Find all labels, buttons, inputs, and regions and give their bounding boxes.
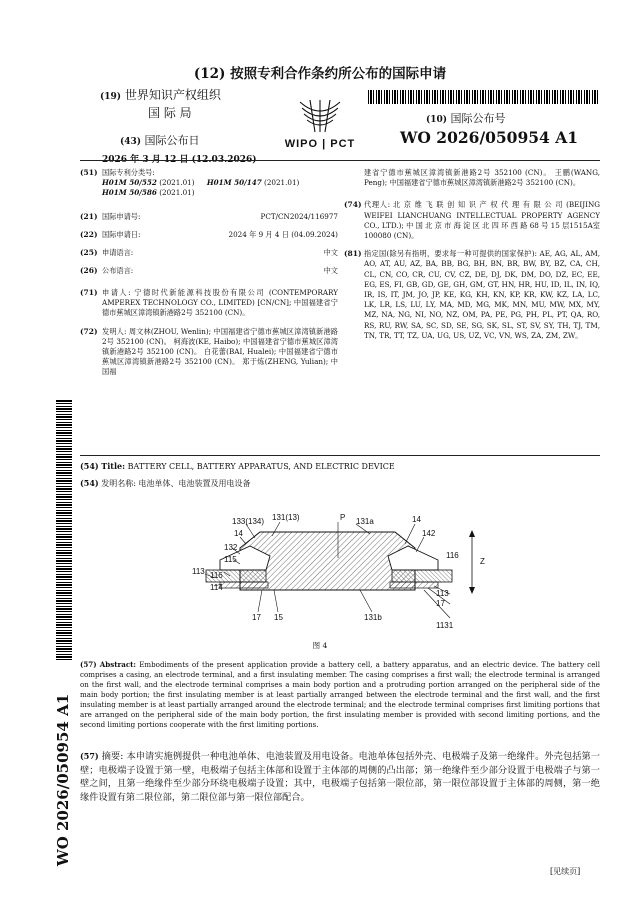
label-142: 142 xyxy=(422,529,436,538)
label-116-left: 116 xyxy=(210,571,223,580)
abstract-zh-text: 本申请实施例提供一种电池单体、电池装置及用电设备。电池单体包括外壳、电极端子及第一绝缘件。外壳包括第一壁；电极端子设置于第一壁，电极端子包括主体部和设置于主体部的周侧的凸出部；第一绝缘件至少部分设置于电极端子与第一壁之间，且第一绝缘件至少部分环绕电极端子设置；其中，电极端子包括第一限位部，第一限位部设置于主体部的周侧，第一绝缘件设置有第二限位部，第二限位部与第一限位部配合。 xyxy=(80,751,601,803)
ipc-code: (51) xyxy=(80,168,98,177)
title-zh-value: 电池单体、电池装置及用电设备 xyxy=(138,479,251,488)
org-bureau: 国 际 局 xyxy=(148,106,192,120)
continued-on-next-page: [见续页] xyxy=(550,867,581,876)
pubdate-code: (43) xyxy=(120,137,142,147)
label-113-right: 113 xyxy=(436,589,449,598)
top-barcode xyxy=(368,90,598,104)
inventors-text: 发明人: 周文林(ZHOU, Wenlin); 中国福建省宁德市蕉城区漳湾镇新港路2号 352100 (CN)。 柯海波(KE, Haibo); 中国福建省宁德市蕉城区漳湾镇新港路2号 352100 (CN)。 白花蕾(BAI, Hualei); 中国福建省宁德市蕉城区漳湾镇新港路2号 352100 (CN)。 郑于炼(ZHENG, Yulian); 中国福 xyxy=(102,326,338,377)
ipc-field xyxy=(80,168,338,206)
title-en-value: BATTERY CELL, BATTERY APPARATUS, AND ELECTRIC DEVICE xyxy=(127,462,395,471)
side-barcode xyxy=(56,400,72,660)
label-113-left: 113 xyxy=(192,567,205,576)
wipo-pct-text: WIPO | PCT xyxy=(284,138,356,150)
pubno-code: (10) xyxy=(426,115,448,125)
applicant-text: 申请人: 宁德时代新能源科技股份有限公司 (CONTEMPORARY AMPEREX TECHNOLOGY CO., LIMITED) [CN/CN]; 中国福建省宁德市蕉城区漳湾镇新港路2号 352100 (CN)。 xyxy=(102,288,338,318)
biblio-divider xyxy=(80,455,600,456)
inventors-continued: 建省宁德市蕉城区漳湾镇新港路2号 352100 (CN)。 王鹏(WANG, Peng); 中国福建省宁德市蕉城区漳湾镇新港路2号 352100 (CN)。 xyxy=(364,168,600,188)
figure-caption: 图 4 xyxy=(312,641,328,650)
application-number-value: PCT/CN2024/116977 xyxy=(260,212,338,221)
abstract-en: (57) Abstract: Embodiments of the present application provide a battery cell, a battery apparatus, and an electric device. The battery cell comprises a casing, an electrode terminal, and a first insulating member. The casing comprises a first wall; the electrode terminal is arranged on the first wall, and the electrode terminal comprises a main body portion and a protruding portion arranged on the peripheral side of the main body portion; the first insulating member is at least partially arranged between the electrode terminal and the first wall, and the first insulating member is at least partially arranged around the electrode terminal; and the electrode terminal comprises first limiting portions that are arranged on the peripheral side of the main body portion, the first insulating member is provided with second limiting portions, and the second limiting portions cooperate with the first limiting portions. xyxy=(80,660,600,729)
label-131a: 131a xyxy=(356,517,374,526)
org-name: 世界知识产权组织 xyxy=(124,88,221,102)
label-1131: 1131 xyxy=(436,621,454,630)
left-column xyxy=(80,168,338,378)
label-115: 115 xyxy=(224,555,237,564)
label-132: 132 xyxy=(224,543,238,552)
label-15: 15 xyxy=(274,613,283,622)
document-title: (12) 按照专利合作条约所公布的国际申请 xyxy=(193,66,447,82)
agent-text: 代理人: 北 京 维 飞 联 创 知 识 产 权 代 理 有 限 公 司 (BEIJING WEIFEI LIANCHUANG INTELLECTUAL PROPERTY AGENCY CO., LTD.); 中 国 北 京 市 海 淀 区 北 四 环 西 路 68 号 15 层1515A室 100080 (CN)。 xyxy=(364,200,600,241)
label-14-left: 14 xyxy=(234,529,243,538)
pubno-label: 国际公布号 xyxy=(450,112,506,125)
label-116-right: 116 xyxy=(446,551,459,560)
abstract-zh: (57) 摘要: 本申请实施例提供一种电池单体、电池装置及用电设备。电池单体包括外壳、电极端子及第一绝缘件。外壳包括第一壁；电极端子设置于第一壁，电极端子包括主体部和设置于主体部的周侧的凸出部；第一绝缘件至少部分设置于电极端子与第一壁之间，且第一绝缘件至少部分环绕电极端子设置；其中，电极端子包括第一限位部，第一限位部设置于主体部的周侧，第一绝缘件设置有第二限位部，第二限位部与第一限位部配合。 xyxy=(80,751,601,803)
designated-states-field: (81) 指定国(除另有指明，要求每一种可提供的国家保护): AE, AG, AL, AM, AO, AT, AU, AZ, BA, BB, BG, BH, BN, BR, BW, BY, BZ, CA, CH, CL, CN, CO, CR, CU, CV, CZ, DE, DJ, DK, DM, DO, DZ, EC, EE, EG, ES, FI, GB, GD, GE, GH, GM, GT, HN, HR, HU, ID, IL, IN, IQ, IR, IS, IT, JM, JO, JP, KE, KG, KH, KN, KP, KR, KW, KZ, LA, LC, LK, LR, LS, LU, LY, MA, MD, MG, MK, MN, MU, MW, MX, MY, MZ, NA, NG, NI, NO, NZ, OM, PA, PE, PG, PH, PL, PT, QA, RO, RS, RU, RW, SA, SC, SD, SE, SG, SK, SL, ST, SV, SY, TH, TJ, TM, TN, TR, TT, TZ, UA, UG, US, UZ, VC, VN, WS, ZA, ZM, ZW。 xyxy=(344,249,600,340)
applicant-field: (71) 申请人: 宁德时代新能源科技股份有限公司 (CONTEMPORARY AMPEREX TECHNOLOGY CO., LIMITED) [CN/CN]; 中国福建省宁德市蕉城区漳湾镇新港路2号 352100 (CN)。 xyxy=(80,288,338,318)
wipo-logo xyxy=(270,92,370,154)
filing-date-value: 2024 年 9 月 4 日 (04.09.2024) xyxy=(228,230,338,239)
title-en: (54) Title: BATTERY CELL, BATTERY APPARATUS, AND ELECTRIC DEVICE xyxy=(80,461,395,471)
side-publication-number: WO 2026/050954 A1 xyxy=(54,693,72,867)
org-code: (19) xyxy=(100,92,122,102)
inventors-field: (72) 发明人: 周文林(ZHOU, Wenlin); 中国福建省宁德市蕉城区漳湾镇新港路2号 352100 (CN)。 柯海波(KE, Haibo); 中国福建省宁德市蕉城区漳湾镇新港路2号 352100 (CN)。 白花蕾(BAI, Hualei); 中国福建省宁德市蕉城区漳湾镇新港路2号 352100 (CN)。 郑于炼(ZHENG, Yulian); 中国福 xyxy=(80,326,338,377)
label-114: 114 xyxy=(210,583,223,592)
label-17-right: 17 xyxy=(436,599,445,608)
pubno-block xyxy=(400,110,610,147)
filing-date-field: (22) 国际申请日: 2024 年 9 月 4 日 (04.09.2024) xyxy=(80,230,338,239)
label-z: Z xyxy=(480,557,485,566)
first-wall-right xyxy=(392,570,452,582)
ipc-line-2: H01M 50/586 (2021.01) xyxy=(102,188,195,198)
ipc-line-1: H01M 50/552 (2021.01) H01M 50/147 (2021.01) xyxy=(102,178,300,188)
designated-states-text: 指定国(除另有指明，要求每一种可提供的国家保护): AE, AG, AL, AM, AO, AT, AU, AZ, BA, BB, BG, BH, BN, BR, BW, BY, BZ, CA, CH, CL, CN, CO, CR, CU, CV, CZ, DE, DJ, DK, DM, DO, DZ, EC, EE, EG, ES, FI, GB, GD, GE, GH, GM, GT, HN, HR, HU, ID, IL, IN, IQ, IR, IS, IT, JM, JO, JP, KE, KG, KH, KN, KP, KR, KW, KZ, LA, LC, LK, LR, LS, LU, LY, MA, MD, MG, MK, MN, MU, MW, MX, MY, MZ, NA, NG, NI, NO, NZ, OM, PA, PE, PG, PH, PL, PT, QA, RO, RS, RU, RW, SA, SC, SD, SE, SG, SK, SL, ST, SV, SY, TH, TJ, TM, TN, TR, TT, TZ, UA, UG, US, UZ, VC, VN, WS, ZA, ZM, ZW。 xyxy=(364,249,600,340)
publication-language-field: (26) 公布语言: 中文 xyxy=(80,266,338,275)
organization-block xyxy=(100,86,260,165)
figure-4 xyxy=(180,508,500,633)
agent-field: (74) 代理人: 北 京 维 飞 联 创 知 识 产 权 代 理 有 限 公 司 (BEIJING WEIFEI LIANCHUANG INTELLECTUAL PROPERTY AGENCY CO., LTD.); 中 国 北 京 市 海 淀 区 北 四 环 西 路 68 号 15 层1515A室 100080 (CN)。 xyxy=(344,200,600,241)
label-133: 133(134) xyxy=(232,517,265,526)
abstract-en-text: Embodiments of the present application provide a battery cell, a battery apparatus, and an electric device. The battery cell comprises a casing, an electrode terminal, and a first insulating member. The casing comprises a first wall; the electrode terminal is arranged on the first wall, and the electrode terminal comprises a main body portion and a protruding portion arranged on the peripheral side of the main body portion; the first insulating member is at least partially arranged between the electrode terminal and the first wall, and the first insulating member is at least partially arranged around the electrode terminal; and the electrode terminal comprises first limiting portions that are arranged on the peripheral side of the main body portion, the first insulating member is provided with second limiting portions, and the second limiting portions cooperate with the first limiting portions. xyxy=(80,660,600,729)
label-p: P xyxy=(340,513,346,522)
header-divider xyxy=(80,160,600,161)
label-17-left: 17 xyxy=(252,613,261,622)
label-131: 131(13) xyxy=(272,513,300,522)
ipc-label: 国际专利分类号: xyxy=(102,168,155,177)
pubdate-value: 2026 年 3 月 12 日 (12.03.2026) xyxy=(102,155,257,165)
label-131b: 131b xyxy=(364,613,382,622)
pubno-value: WO 2026/050954 A1 xyxy=(400,128,579,147)
filing-language-field: (25) 申请语言: 中文 xyxy=(80,248,338,257)
right-column xyxy=(344,168,600,341)
title-zh: (54) 发明名称: 电池单体、电池装置及用电设备 xyxy=(80,478,251,488)
pubdate-label: 国际公布日 xyxy=(144,134,200,147)
battery-cell-section-drawing xyxy=(180,508,500,633)
application-number-field: (21) 国际申请号: PCT/CN2024/116977 xyxy=(80,212,338,221)
label-14-right: 14 xyxy=(412,515,421,524)
